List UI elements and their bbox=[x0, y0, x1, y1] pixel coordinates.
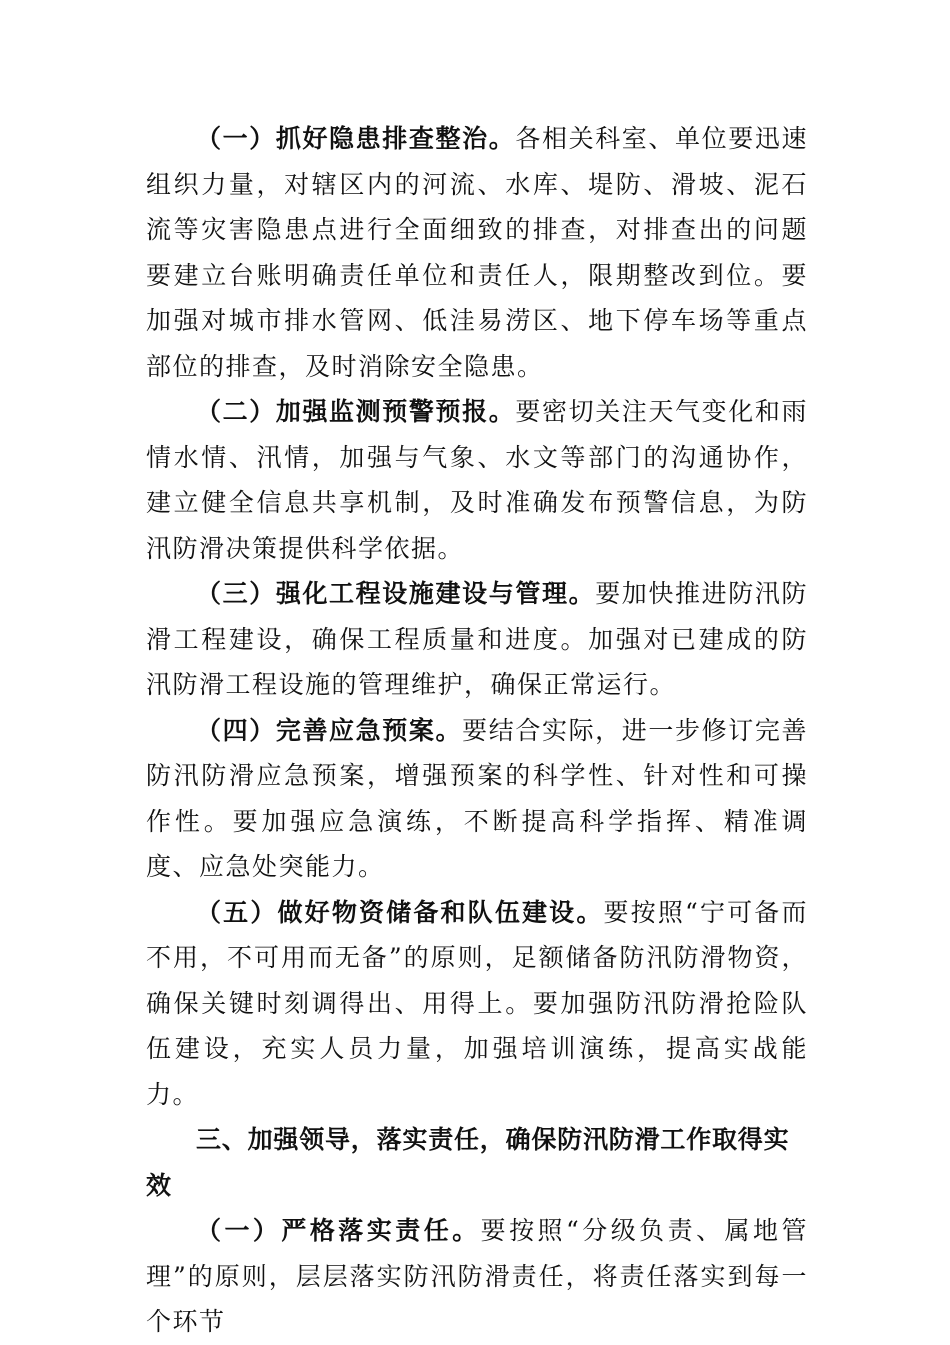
paragraph-6 bbox=[146, 1208, 808, 1345]
paragraph-2-lead: （二）加强监测预警预报。 bbox=[196, 397, 516, 426]
paragraph-3-text: 要加快推进防汛防滑工程建设，确保工程质量和进度。加强对已建成的防汛防滑工程设施的管理维护，确保正常运行。 bbox=[146, 579, 808, 699]
paragraph-1-lead: （一）抓好隐患排查整治。 bbox=[196, 124, 516, 153]
paragraph-5-lead: （五）做好物资储备和队伍建设。 bbox=[196, 897, 604, 927]
paragraph-6-lead: （一）严格落实责任。 bbox=[196, 1216, 481, 1245]
paragraph-2-text: 要密切关注天气变化和雨情水情、汛情，加强与气象、水文等部门的沟通协作，建立健全信息共享机制，及时准确发布预警信息，为防汛防滑决策提供科学依据。 bbox=[146, 397, 808, 563]
paragraph-5 bbox=[146, 890, 808, 1118]
paragraph-3-lead: （三）强化工程设施建设与管理。 bbox=[196, 579, 596, 608]
document-body bbox=[146, 116, 808, 1345]
paragraph-3 bbox=[146, 571, 808, 708]
paragraph-4-lead: （四）完善应急预案。 bbox=[196, 715, 463, 745]
paragraph-6-text: 要按照“分级负责、属地管理”的原则，层层落实防汛防滑责任，将责任落实到每一个环节 bbox=[146, 1216, 808, 1336]
paragraph-1-text: 各相关科室、单位要迅速组织力量，对辖区内的河流、水库、堤防、滑坡、泥石流等灾害隐患点进行全面细致的排查，对排查出的问题要建立台账明确责任单位和责任人，限期整改到位。要加强对城市排水管网、低洼易涝区、地下停车场等重点部位的排查，及时消除安全隐患。 bbox=[146, 124, 808, 381]
paragraph-4-text: 要结合实际，进一步修订完善防汛防滑应急预案，增强预案的科学性、针对性和可操作性。要加强应急演练，不断提高科学指挥、精准调度、应急处突能力。 bbox=[146, 715, 808, 881]
paragraph-4 bbox=[146, 708, 808, 890]
paragraph-1 bbox=[146, 116, 808, 389]
paragraph-5-text: 要按照“宁可备而不用，不可用而无备”的原则，足额储备防汛防滑物资，确保关键时刻调得出、用得上。要加强防汛防滑抢险队伍建设，充实人员力量，加强培训演练，提高实战能力。 bbox=[146, 897, 808, 1109]
paragraph-2 bbox=[146, 389, 808, 571]
section-heading: 三、加强领导，落实责任，确保防汛防滑工作取得实效 bbox=[146, 1125, 790, 1200]
